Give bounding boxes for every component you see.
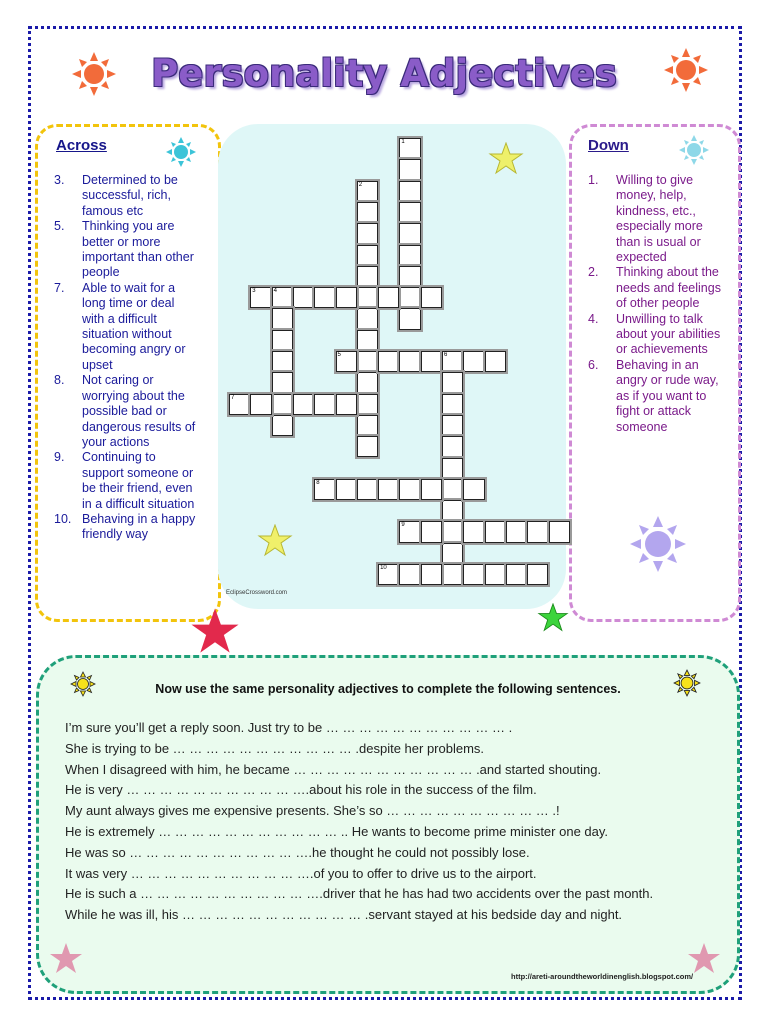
crossword-cell[interactable] bbox=[421, 287, 442, 308]
sun-icon-yellow-right bbox=[673, 669, 701, 697]
clue-text: Thinking you are better or more important than other people bbox=[82, 219, 194, 280]
crossword-cell[interactable] bbox=[357, 223, 378, 244]
crossword-cell[interactable] bbox=[485, 521, 506, 542]
exercise-sentences bbox=[65, 718, 653, 926]
clue-text: Willing to give money, help, kindness, etc., especially more than is usual or expected bbox=[616, 173, 703, 265]
exercise-sentence: She is trying to be … … … … … … … … … … … .despite her problems. bbox=[65, 740, 485, 756]
crossword-clue-number: 10 bbox=[380, 565, 387, 571]
crossword-cell[interactable] bbox=[399, 479, 420, 500]
clue-number: 7. bbox=[54, 280, 65, 295]
crossword-cell[interactable] bbox=[357, 245, 378, 266]
crossword-cell[interactable] bbox=[314, 287, 335, 308]
clue-text: Continuing to support someone or be their friend, even in a difficult situation bbox=[82, 450, 195, 511]
crossword-cell[interactable] bbox=[442, 372, 463, 393]
crossword-cell[interactable] bbox=[442, 394, 463, 415]
crossword-cell[interactable] bbox=[357, 415, 378, 436]
across-clue-list bbox=[54, 173, 200, 543]
across-clue bbox=[54, 450, 200, 512]
clue-number: 3. bbox=[54, 173, 65, 187]
crossword-cell[interactable] bbox=[442, 564, 463, 585]
crossword-clue-number: 2 bbox=[358, 181, 363, 188]
across-clue bbox=[54, 512, 200, 543]
across-clue bbox=[54, 373, 200, 450]
crossword-cell[interactable] bbox=[250, 394, 271, 415]
crossword-cell[interactable] bbox=[272, 330, 293, 351]
down-clue bbox=[588, 358, 723, 435]
crossword-clue-number: 7 bbox=[231, 394, 235, 401]
sun-icon-cyan-down bbox=[678, 134, 710, 166]
exercise-box bbox=[36, 655, 740, 994]
clue-number: 1. bbox=[588, 173, 599, 187]
clue-number: 10. bbox=[54, 511, 72, 526]
footer-url-link[interactable]: http://areti-aroundtheworldinenglish.blogspot.com/ bbox=[511, 972, 694, 981]
across-heading: Across bbox=[56, 137, 107, 154]
clue-number: 5. bbox=[54, 219, 65, 234]
clue-text: Thinking about the needs and feelings of other people bbox=[616, 265, 721, 311]
down-clue bbox=[588, 312, 723, 358]
sun-icon-yellow-left bbox=[70, 671, 96, 697]
star-icon-green bbox=[536, 603, 570, 633]
crossword-cell[interactable] bbox=[506, 521, 527, 542]
clue-number: 9. bbox=[54, 450, 65, 465]
crossword-cell[interactable] bbox=[527, 521, 548, 542]
clue-number: 4. bbox=[588, 311, 599, 326]
crossword-cell[interactable] bbox=[272, 308, 293, 329]
crossword-cell[interactable] bbox=[378, 479, 399, 500]
crossword-cell[interactable] bbox=[442, 415, 463, 436]
crossword-cell[interactable] bbox=[485, 351, 506, 372]
crossword-cell[interactable] bbox=[293, 287, 314, 308]
clue-text: Unwilling to talk about your abilities or achievements bbox=[616, 311, 721, 357]
clue-number: 2. bbox=[588, 265, 599, 280]
crossword-cell[interactable] bbox=[399, 351, 420, 372]
exercise-sentence: I’m sure you’ll get a reply soon. Just try to be … … … … … … … … … … … . bbox=[65, 720, 513, 735]
down-clue bbox=[588, 265, 723, 311]
across-clues-panel bbox=[35, 124, 221, 622]
crossword-cell[interactable] bbox=[549, 521, 570, 542]
crossword-cell[interactable] bbox=[399, 564, 420, 585]
exercise-sentence: He is such a … … … … … … … … … … ….driver that he has had two accidents over the past month. bbox=[65, 886, 654, 902]
crossword-cell[interactable] bbox=[485, 564, 506, 585]
exercise-sentence: He is extremely … … … … … … … … … … … .. He wants to become prime minister one day. bbox=[65, 823, 609, 839]
crossword-cell[interactable] bbox=[357, 287, 378, 308]
exercise-sentence: He is very … … … … … … … … … … ….about his role in the success of the film. bbox=[65, 782, 537, 798]
crossword-cell[interactable] bbox=[357, 202, 378, 223]
crossword-clue-number: 5 bbox=[337, 352, 341, 358]
across-clue bbox=[54, 219, 200, 281]
crossword-cell[interactable] bbox=[463, 521, 484, 542]
across-clue bbox=[54, 281, 200, 373]
clue-number: 8. bbox=[54, 373, 65, 388]
crossword-clue-number: 3 bbox=[252, 288, 256, 295]
crossword-cell[interactable] bbox=[272, 351, 293, 372]
star-icon-pink-right bbox=[686, 942, 722, 976]
crossword-cell[interactable] bbox=[357, 266, 378, 287]
crossword-cell[interactable] bbox=[399, 181, 420, 202]
crossword-cell[interactable] bbox=[399, 159, 420, 180]
exercise-instruction: Now use the same personality adjectives to complete the following sentences. bbox=[155, 682, 621, 696]
crossword-credit: EclipseCrossword.com bbox=[226, 590, 288, 596]
crossword-clue-number: 9 bbox=[401, 522, 405, 529]
exercise-sentence: When I disagreed with him, he became … … … … … … … … … … … .and started shouting. bbox=[65, 761, 602, 777]
exercise-sentence: It was very … … … … … … … … … … ….of you to offer to drive us to the airport. bbox=[65, 865, 537, 881]
crossword-cell[interactable] bbox=[442, 543, 463, 564]
crossword-clue-number: 1 bbox=[401, 139, 405, 145]
crossword-cell[interactable] bbox=[357, 308, 378, 329]
clue-text: Behaving in a happy friendly way bbox=[82, 511, 196, 542]
exercise-sentence: My aunt always gives me expensive presents. She’s so … … … … … … … … … … .! bbox=[65, 803, 560, 819]
crossword-cell[interactable] bbox=[357, 372, 378, 393]
star-icon-pink-left bbox=[48, 942, 84, 976]
crossword-cell[interactable] bbox=[442, 436, 463, 457]
crossword-cell[interactable] bbox=[336, 394, 357, 415]
crossword-cell[interactable] bbox=[399, 308, 420, 329]
crossword-cell[interactable] bbox=[272, 372, 293, 393]
crossword-cell[interactable] bbox=[421, 564, 442, 585]
crossword-cell[interactable] bbox=[357, 351, 378, 372]
crossword-clue-number: 6 bbox=[444, 352, 448, 358]
star-icon-red bbox=[188, 607, 242, 657]
crossword-clue-number: 4 bbox=[273, 288, 277, 295]
clue-text: Able to wait for a long time or deal with a difficult situation without becoming angry or upset bbox=[82, 280, 186, 372]
crossword-cell[interactable] bbox=[442, 521, 463, 542]
crossword-cell[interactable] bbox=[442, 500, 463, 521]
crossword-cell[interactable] bbox=[357, 394, 378, 415]
clue-number: 6. bbox=[588, 357, 599, 372]
crossword-cell[interactable] bbox=[272, 415, 293, 436]
crossword-cell[interactable] bbox=[463, 351, 484, 372]
clue-text: Determined to be successful, rich, famous etc bbox=[82, 173, 178, 218]
crossword-cell[interactable] bbox=[442, 458, 463, 479]
crossword-cell[interactable] bbox=[272, 394, 293, 415]
page-title: Personality Adjectives bbox=[151, 52, 617, 95]
crossword-cell[interactable] bbox=[378, 287, 399, 308]
crossword-cell[interactable] bbox=[378, 351, 399, 372]
crossword-cell[interactable] bbox=[293, 394, 314, 415]
across-clue bbox=[54, 173, 200, 219]
crossword-cell[interactable] bbox=[421, 521, 442, 542]
sun-icon-cyan-across bbox=[165, 136, 197, 168]
crossword-cell[interactable] bbox=[399, 266, 420, 287]
exercise-sentence: While he was ill, his … … … … … … … … … … … .servant stayed at his bedside day and night. bbox=[65, 907, 623, 923]
down-heading: Down bbox=[588, 137, 629, 154]
down-clue bbox=[588, 173, 723, 265]
down-clue-list bbox=[588, 173, 723, 435]
crossword-cell[interactable] bbox=[399, 245, 420, 266]
clue-text: Not caring or worrying about the possible bad or dangerous results of your actions bbox=[82, 373, 196, 449]
crossword-cell[interactable] bbox=[399, 287, 420, 308]
crossword-cell[interactable] bbox=[357, 479, 378, 500]
crossword-cell[interactable] bbox=[399, 223, 420, 244]
crossword-cell[interactable] bbox=[421, 351, 442, 372]
crossword-cell[interactable] bbox=[357, 436, 378, 457]
crossword-clue-number: 8 bbox=[316, 479, 320, 486]
exercise-sentence: He was so … … … … … … … … … … ….he thought he could not possibly lose. bbox=[65, 844, 530, 860]
crossword-cell[interactable] bbox=[336, 287, 357, 308]
crossword-cell[interactable] bbox=[506, 564, 527, 585]
crossword-cell[interactable] bbox=[399, 202, 420, 223]
crossword-cell[interactable] bbox=[463, 479, 484, 500]
crossword-cell[interactable] bbox=[463, 564, 484, 585]
sun-icon-lavender bbox=[628, 514, 688, 574]
clue-text: Behaving in an angry or rude way, as if you want to fight or attack someone bbox=[616, 357, 719, 434]
star-icon-yellow-top bbox=[488, 142, 524, 176]
crossword-cell[interactable] bbox=[336, 479, 357, 500]
crossword-cell[interactable] bbox=[357, 330, 378, 351]
crossword-cell[interactable] bbox=[442, 479, 463, 500]
crossword-cell[interactable] bbox=[421, 479, 442, 500]
crossword-cell[interactable] bbox=[314, 394, 335, 415]
star-icon-yellow-bottom bbox=[256, 524, 294, 558]
crossword-cell[interactable] bbox=[527, 564, 548, 585]
